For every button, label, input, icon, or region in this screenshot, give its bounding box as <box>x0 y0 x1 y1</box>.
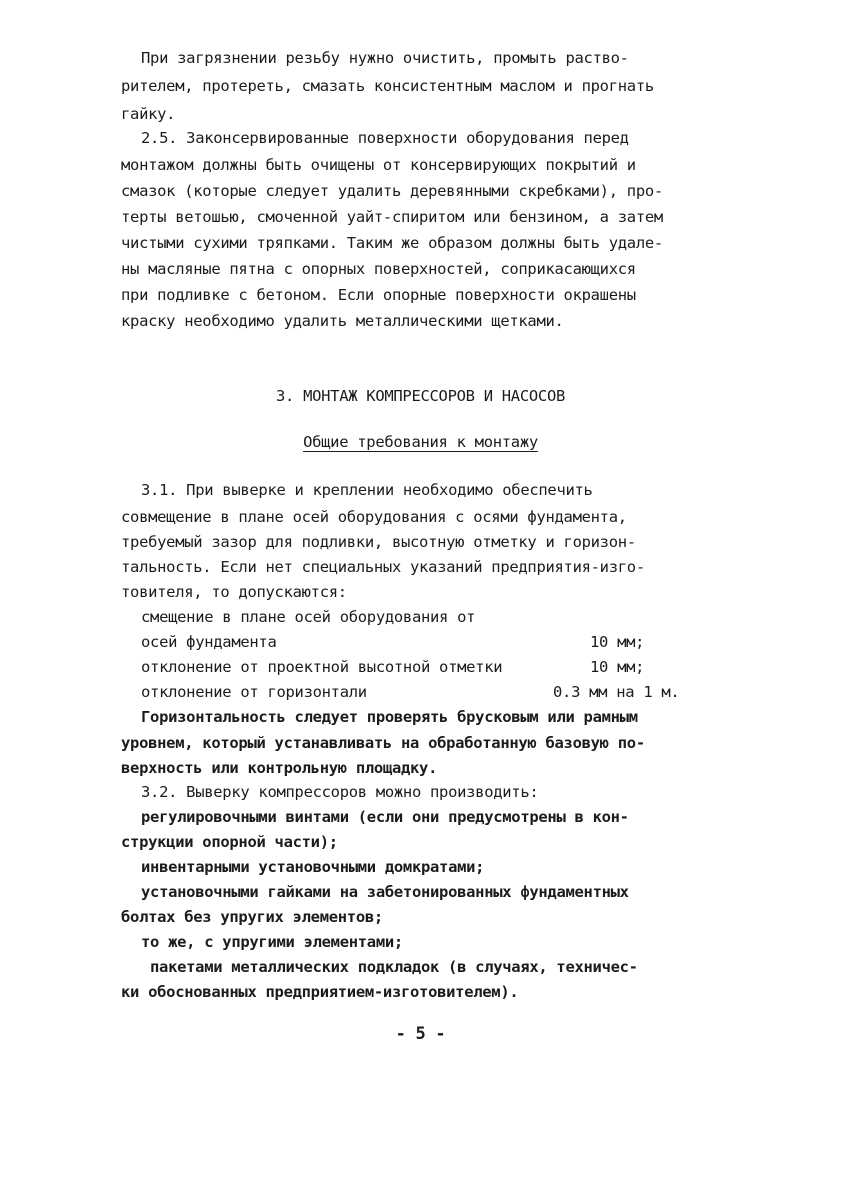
list-item: установочными гайками на забетонированных фундаментных <box>141 883 629 901</box>
list-item: болтах без упругих элементов; <box>121 908 383 926</box>
text-line: верхность или контрольную площадку. <box>121 759 438 777</box>
text-line: Горизонтальность следует проверять брусковым или рамным <box>141 708 638 726</box>
text-line: при подливке с бетоном. Если опорные поверхности окрашены <box>121 286 636 304</box>
tolerance-value: 10 мм; <box>590 658 645 676</box>
list-item: то же, с упругими элементами; <box>141 933 403 951</box>
list-item: пакетами металлических подкладок (в случаях, техничес- <box>150 958 638 976</box>
text-line: При загрязнении резьбу нужно очистить, промыть раство- <box>141 49 629 67</box>
tolerance-value: 0.3 мм на 1 м. <box>553 683 680 701</box>
list-item: струкции опорной части); <box>121 833 338 851</box>
text-line: гайку. <box>121 105 176 123</box>
list-item: инвентарными установочными домкратами; <box>141 858 485 876</box>
text-line: рителем, протереть, смазать консистентным маслом и прогнать <box>121 77 654 95</box>
text-line: тальность. Если нет специальных указаний предприятия-изго- <box>121 558 645 576</box>
tolerance-value: 10 мм; <box>590 633 645 651</box>
text-line: уровнем, который устанавливать на обработанную базовую по- <box>121 734 645 752</box>
list-item: регулировочными винтами (если они предусмотрены в кон- <box>141 808 629 826</box>
text-line: требуемый зазор для подливки, высотную отметку и горизон- <box>121 533 636 551</box>
text-line: чистыми сухими тряпками. Таким же образом должны быть удале- <box>121 234 663 252</box>
text-line: терты ветошью, смоченной уайт-спиритом или бензином, а затем <box>121 208 663 226</box>
page-number: - 5 - <box>395 1024 446 1044</box>
tolerance-label: осей фундамента <box>141 633 277 651</box>
text-line: 3.2. Выверку компрессоров можно производить: <box>141 783 539 801</box>
text-line: совмещение в плане осей оборудования с осями фундамента, <box>121 508 627 526</box>
text-line: ны масляные пятна с опорных поверхностей, соприкасающихся <box>121 260 636 278</box>
text-line: монтажом должны быть очищены от консервирующих покрытий и <box>121 156 636 174</box>
tolerance-label: смещение в плане осей оборудования от <box>141 608 476 626</box>
text-line: 3.1. При выверке и креплении необходимо обеспечить <box>141 481 593 499</box>
subsection-title: Общие требования к монтажу <box>303 433 538 451</box>
tolerance-label: отклонение от проектной высотной отметки <box>141 658 503 676</box>
list-item: ки обоснованных предприятием-изготовителем). <box>121 983 519 1001</box>
text-line: 2.5. Законсервированные поверхности оборудования перед <box>141 129 629 147</box>
text-line: краску необходимо удалить металлическими щетками. <box>121 312 564 330</box>
tolerance-label: отклонение от горизонтали <box>141 683 367 701</box>
text-line: смазок (которые следует удалить деревянными скребками), про- <box>121 182 663 200</box>
text-line: товителя, то допускаются: <box>121 583 347 601</box>
section-title: 3. МОНТАЖ КОМПРЕССОРОВ И НАСОСОВ <box>275 387 566 405</box>
